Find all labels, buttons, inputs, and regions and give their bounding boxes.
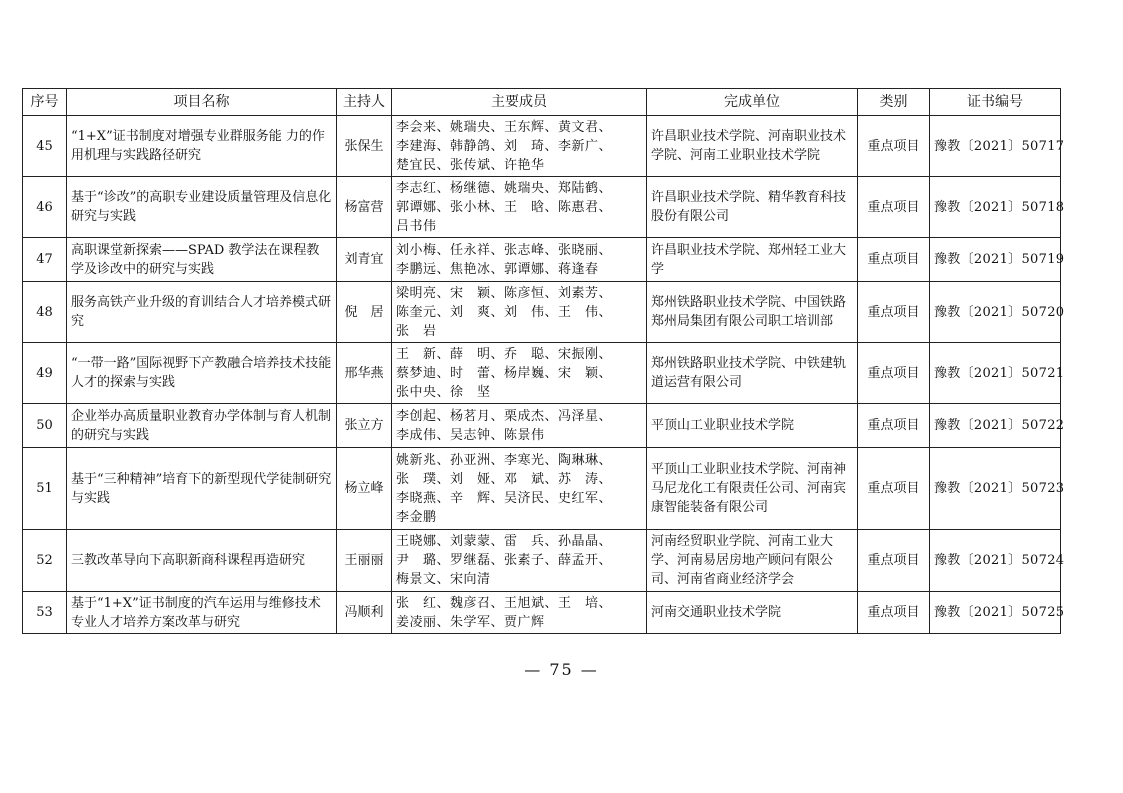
header-host: 主持人 — [337, 89, 392, 116]
row-serial: 46 — [23, 177, 67, 238]
row-serial: 47 — [23, 238, 67, 282]
row-unit: 许昌职业技术学院、郑州轻工业大学 — [647, 238, 858, 282]
row-serial: 49 — [23, 343, 67, 404]
row-members: 李会来、姚瑞央、王东辉、黄文君、 李建海、韩静鸽、刘 琦、李新广、 楚宜民、张传斌、许艳华 — [392, 116, 647, 177]
row-members: 李创起、杨茗月、栗成杰、冯泽星、 李成伟、吴志钟、陈景伟 — [392, 404, 647, 448]
row-members: 梁明亮、宋 颖、陈彦恒、刘素芳、 陈奎元、刘 爽、刘 伟、王 伟、 张 岩 — [392, 282, 647, 343]
row-cert-number: 豫教〔2021〕50722 — [930, 404, 1061, 448]
row-serial: 51 — [23, 448, 67, 530]
row-host: 刘青宜 — [337, 238, 392, 282]
row-cert-number: 豫教〔2021〕50723 — [930, 448, 1061, 530]
row-category: 重点项目 — [858, 592, 930, 634]
row-serial: 53 — [23, 592, 67, 634]
row-cert-number: 豫教〔2021〕50719 — [930, 238, 1061, 282]
table-header-row — [23, 89, 1061, 116]
row-unit: 郑州铁路职业技术学院、中铁建轨道运营有限公司 — [647, 343, 858, 404]
row-category: 重点项目 — [858, 177, 930, 238]
table-row — [23, 177, 1061, 238]
row-category: 重点项目 — [858, 282, 930, 343]
table-row — [23, 448, 1061, 530]
page-number: — 75 — — [524, 660, 599, 679]
row-cert-number: 豫教〔2021〕50718 — [930, 177, 1061, 238]
row-category: 重点项目 — [858, 448, 930, 530]
row-category: 重点项目 — [858, 238, 930, 282]
header-cert-number: 证书编号 — [930, 89, 1061, 116]
table-row — [23, 404, 1061, 448]
row-host: 杨富营 — [337, 177, 392, 238]
row-serial: 45 — [23, 116, 67, 177]
row-host: 王丽丽 — [337, 530, 392, 592]
row-project-name: 三教改革导向下高职新商科课程再造研究 — [67, 530, 337, 592]
row-project-name: 基于“三种精神”培育下的新型现代学徒制研究与实践 — [67, 448, 337, 530]
row-category: 重点项目 — [858, 116, 930, 177]
row-unit: 许昌职业技术学院、精华教育科技股份有限公司 — [647, 177, 858, 238]
header-category: 类别 — [858, 89, 930, 116]
table-row — [23, 238, 1061, 282]
row-members: 李志红、杨继德、姚瑞央、郑陆鹤、 郭谭娜、张小林、王 晗、陈惠君、 吕书伟 — [392, 177, 647, 238]
row-host: 倪 居 — [337, 282, 392, 343]
table-row — [23, 343, 1061, 404]
row-cert-number: 豫教〔2021〕50720 — [930, 282, 1061, 343]
project-table — [22, 88, 1065, 634]
table-row — [23, 592, 1061, 634]
row-host: 冯顺利 — [337, 592, 392, 634]
row-members: 张 红、魏彦召、王旭斌、王 培、 姜凌丽、朱学军、贾广辉 — [392, 592, 647, 634]
row-project-name: “1+X”证书制度对增强专业群服务能 力的作用机理与实践路径研究 — [67, 116, 337, 177]
row-unit: 河南交通职业技术学院 — [647, 592, 858, 634]
row-members: 姚新兆、孙亚洲、李寒光、陶琳琳、 张 璞、刘 娅、邓 斌、苏 涛、 李晓燕、辛 辉、吴济民、史红军、 李金鹏 — [392, 448, 647, 530]
row-members: 王 新、薛 明、乔 聪、宋振刚、 蔡梦迪、时 蕾、杨岸巍、宋 颖、 张中央、徐 坚 — [392, 343, 647, 404]
row-project-name: 高职课堂新探索——SPAD 教学法在课程教学及诊改中的研究与实践 — [67, 238, 337, 282]
row-cert-number: 豫教〔2021〕50717 — [930, 116, 1061, 177]
row-host: 张保生 — [337, 116, 392, 177]
row-unit: 平顶山工业职业技术学院 — [647, 404, 858, 448]
row-unit: 平顶山工业职业技术学院、河南神马尼龙化工有限责任公司、河南宾康智能装备有限公司 — [647, 448, 858, 530]
row-project-name: 基于“1+X”证书制度的汽车运用与维修技术专业人才培养方案改革与研究 — [67, 592, 337, 634]
table-row — [23, 116, 1061, 177]
table-row — [23, 530, 1061, 592]
row-serial: 48 — [23, 282, 67, 343]
row-unit: 河南经贸职业学院、河南工业大学、河南易居房地产顾问有限公司、河南省商业经济学会 — [647, 530, 858, 592]
header-unit: 完成单位 — [647, 89, 858, 116]
row-unit: 许昌职业技术学院、河南职业技术学院、河南工业职业技术学院 — [647, 116, 858, 177]
table-row — [23, 282, 1061, 343]
row-category: 重点项目 — [858, 343, 930, 404]
row-category: 重点项目 — [858, 404, 930, 448]
row-members: 刘小梅、任永祥、张志峰、张晓丽、 李鹏远、焦艳冰、郭谭娜、蒋逢春 — [392, 238, 647, 282]
row-category: 重点项目 — [858, 530, 930, 592]
row-project-name: 企业举办高质量职业教育办学体制与育人机制的研究与实践 — [67, 404, 337, 448]
row-cert-number: 豫教〔2021〕50725 — [930, 592, 1061, 634]
row-members: 王晓娜、刘蒙蒙、雷 兵、孙晶晶、 尹 璐、罗继磊、张素子、薛孟开、 梅景文、宋向清 — [392, 530, 647, 592]
row-host: 邢华燕 — [337, 343, 392, 404]
row-unit: 郑州铁路职业技术学院、中国铁路郑州局集团有限公司职工培训部 — [647, 282, 858, 343]
row-project-name: “一带一路”国际视野下产教融合培养技术技能人才的探索与实践 — [67, 343, 337, 404]
header-project-name: 项目名称 — [67, 89, 337, 116]
row-host: 张立方 — [337, 404, 392, 448]
row-cert-number: 豫教〔2021〕50721 — [930, 343, 1061, 404]
row-project-name: 服务高铁产业升级的育训结合人才培养模式研究 — [67, 282, 337, 343]
row-serial: 52 — [23, 530, 67, 592]
row-host: 杨立峰 — [337, 448, 392, 530]
row-project-name: 基于“诊改”的高职专业建设质量管理及信息化研究与实践 — [67, 177, 337, 238]
row-serial: 50 — [23, 404, 67, 448]
row-cert-number: 豫教〔2021〕50724 — [930, 530, 1061, 592]
header-serial: 序号 — [23, 89, 67, 116]
header-members: 主要成员 — [392, 89, 647, 116]
